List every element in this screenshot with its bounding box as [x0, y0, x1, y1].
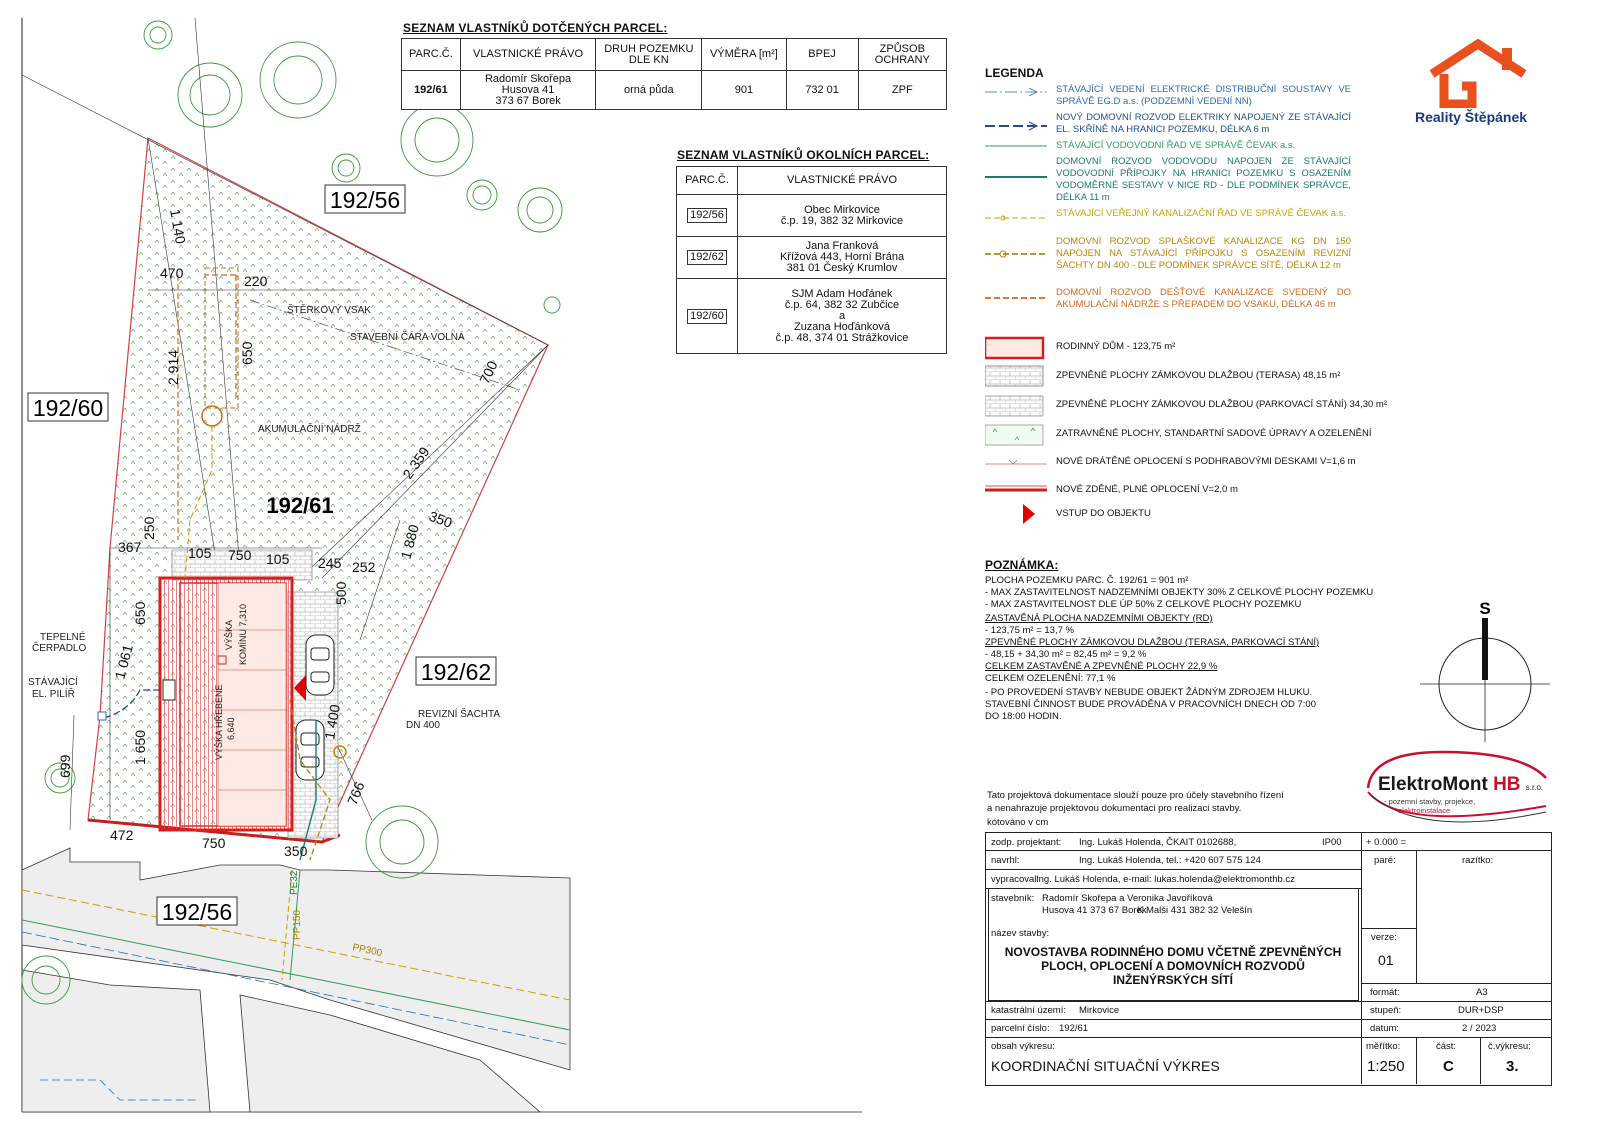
cell-parcel: 192/56	[687, 208, 727, 223]
tb-value: A3	[1476, 987, 1488, 998]
table-row	[402, 71, 947, 110]
ridge-label: VÝŠKA HŘEBENE	[214, 684, 224, 760]
note-line: - MAX ZASTAVITELNOST DLE ÚP 50% Z CELKOVÉ PLOCHY POZEMKU	[985, 599, 1302, 610]
legend-item: STÁVAJÍCÍ VODOVODNÍ ŘAD VE SPRÁVĚ ČEVAK a.s.	[1056, 140, 1296, 151]
dim: 1 650	[132, 729, 148, 765]
tb-value: 01	[1378, 952, 1394, 968]
legend-symbols	[985, 84, 1051, 534]
tb-label: stavebník:	[991, 893, 1035, 904]
legend-item: ZATRAVNĚNÉ PLOCHY, STANDARTNÍ SADOVÉ ÚPRAVY A OZELENĚNÍ	[1056, 428, 1372, 439]
tb-value: C	[1443, 1058, 1454, 1075]
pillar-icon	[98, 712, 106, 720]
col-header: PARC.Č.	[677, 167, 738, 195]
pillar-label-1: STÁVAJÍCÍ	[28, 677, 78, 688]
col-header: PARC.Č.	[402, 39, 461, 71]
company-name: ElektroMont HB s.r.o.	[1378, 774, 1544, 795]
dim: 700	[476, 358, 501, 387]
dim: 350	[426, 507, 455, 531]
manhole-label-1: REVIZNÍ ŠACHTA	[418, 709, 501, 720]
tb-label: katastrální území:	[991, 1005, 1066, 1016]
cell-owner: Obec Mirkovice č.p. 19, 382 32 Mirkovice	[738, 195, 947, 237]
tb-value: 192/61	[1059, 1023, 1089, 1034]
dim: 472	[110, 827, 134, 843]
tb-label: měřítko:	[1366, 1041, 1401, 1052]
dim: 470	[160, 265, 184, 281]
tb-label: č.výkresu:	[1488, 1041, 1531, 1052]
tb-label: stupeň:	[1370, 1005, 1402, 1016]
house-logo-icon	[1422, 38, 1534, 108]
note-line: STAVEBNÍ ČINNOST BUDE PROVÁDĚNA V PRACOVNÍCH DNECH OD 7:00	[985, 699, 1316, 710]
owners-neighbor-title: SEZNAM VLASTNÍKŮ OKOLNÍCH PARCEL:	[677, 148, 930, 162]
note-line: CELKEM ZASTAVĚNÉ A ZPEVNĚNÉ PLOCHY 22,9 %	[985, 661, 1218, 672]
dim: 2 914	[165, 349, 181, 385]
tb-label: název stavby:	[991, 928, 1050, 939]
tb-label: paré:	[1374, 855, 1396, 866]
legend-item: NOVÝ DOMOVNÍ ROZVOD ELEKTRIKY NAPOJENÝ ZE STÁVAJÍCÍ EL. SKŘÍNĚ NA HRANICI POZEMKU, DÉLKA 6 m	[1056, 112, 1351, 135]
tb-value: 2 / 2023	[1462, 1023, 1497, 1034]
parcel-main: 192/61	[266, 493, 334, 518]
pe32-label: PE32	[289, 870, 300, 895]
col-header: BPEJ	[786, 39, 858, 71]
dim: 250	[141, 516, 157, 540]
parcel-east: 192/62	[420, 659, 492, 685]
tb-value: IP00	[1322, 837, 1342, 848]
dim: 350	[284, 843, 308, 859]
ridge-value: 6,640	[226, 717, 236, 740]
tb-value: Ing. Lukáš Holenda, ČKAIT 0102688,	[1079, 837, 1237, 848]
note-line: - 123,75 m² = 13,7 %	[985, 625, 1074, 636]
dim: 1 061	[111, 642, 136, 681]
cell-protection: ZPF	[858, 71, 946, 110]
parcel-north: 192/56	[329, 187, 401, 213]
project-title: NOVOSTAVBA RODINNÉHO DOMU VČETNĚ ZPEVNĚNÝCH PLOCH, OPLOCENÍ A DOMOVNÍCH ROZVODŮ INŽENÝRSKÝCH SÍTÍ	[1004, 945, 1342, 987]
cell-parcel: 192/62	[687, 250, 727, 265]
tb-label: část:	[1436, 1041, 1457, 1052]
disclaimer-line: a nenahrazuje projektovou dokumentaci pro realizaci stavby.	[987, 803, 1242, 814]
dim: 650	[132, 601, 148, 625]
legend-item: VSTUP DO OBJEKTU	[1056, 508, 1151, 519]
tb-value: Mirkovice	[1079, 1005, 1120, 1016]
cell-owner: Radomír Skořepa Husova 41 373 67 Borek	[460, 71, 596, 110]
tb-value: K Malši 431 382 32 Velešín	[1137, 905, 1253, 916]
cell-bpej: 732 01	[786, 71, 858, 110]
drawing-title: KOORDINAČNÍ SITUAČNÍ VÝKRES	[991, 1058, 1220, 1074]
dim: 699	[57, 754, 73, 778]
notes-title: POZNÁMKA:	[985, 558, 1059, 572]
note-line: - MAX ZASTAVITELNOST NADZEMNÍMI OBJEKTY 30% Z CELKOVÉ PLOCHY POZEMKU	[985, 587, 1374, 598]
owners-affected-title: SEZNAM VLASTNÍKŮ DOTČENÝCH PARCEL:	[403, 21, 668, 35]
dim: 1 400	[321, 703, 344, 741]
owners-neighbor-table	[676, 166, 947, 354]
chimney-label: VÝŠKA	[224, 619, 234, 650]
pp300-label: PP300	[351, 942, 384, 960]
brand-name: Reality Štěpánek	[1415, 109, 1528, 125]
tb-label: verze:	[1371, 932, 1397, 943]
tank-label: AKUMULAČNÍ NÁDRŽ	[258, 424, 361, 435]
owners-affected-table	[401, 38, 947, 110]
dim: 750	[228, 547, 252, 563]
dim: 2 359	[399, 443, 433, 482]
tb-value: Ing. Lukáš Holenda, tel.: +420 607 575 124	[1079, 855, 1261, 866]
car-icon	[306, 635, 334, 695]
legend-item: DOMOVNÍ ROZVOD VODOVODU NAPOJEN ZE STÁVAJÍCÍ VODOVODNÍ PŘÍPOJKY NA HRANICI POZEMKU S OSAZENÍM VODOMĚRNÉ SESTAVY V NICE RD - DLE PODMÍNEK SPRÁVCE, DÉLKA 11 m	[1056, 156, 1351, 203]
cell-owner: SJM Adam Hoďánek č.p. 64, 382 32 Zubčice a Zuzana Hoďánková č.p. 48, 374 01 Strážkovice	[738, 279, 947, 354]
dim: 367	[118, 539, 142, 555]
legend-item: NOVÉ DRÁTĚNÉ OPLOCENÍ S PODHRABOVÝMI DESKAMI V=1,6 m	[1056, 456, 1356, 467]
legend-item: STÁVAJÍCÍ VEŘEJNÝ KANALIZAČNÍ ŘAD VE SPRÁVĚ ČEVAK a.s.	[1056, 208, 1347, 219]
legend-item: ZPEVNĚNÉ PLOCHY ZÁMKOVOU DLAŽBOU (TERASA) 48,15 m²	[1056, 370, 1341, 381]
legend-item: DOMOVNÍ ROZVOD DEŠŤOVÉ KANALIZACE SVEDENÝ DO AKUMULAČNÍ NÁDRŽE S PŘEPADEM DO VSAKU, DÉLKA 46 m	[1056, 287, 1351, 310]
tb-value: 1:250	[1367, 1058, 1405, 1075]
north-label: S	[1479, 599, 1491, 618]
tb-label: zodp. projektant:	[991, 837, 1062, 848]
heat-pump-label-1: TEPELNÉ	[40, 632, 86, 643]
legend-item: STÁVAJÍCÍ VEDENÍ ELEKTRICKÉ DISTRIBUČNÍ SOUSTAVY VE SPRÁVĚ EG.D a.s. (PODZEMNÍ VEDENÍ NN)	[1056, 84, 1351, 107]
col-header: VLASTNICKÉ PRÁVO	[460, 39, 596, 71]
tb-label: vypracoval:	[991, 874, 1040, 885]
gravel-label: ŠTĚRKOVÝ VSAK	[287, 305, 371, 316]
heat-pump-icon	[163, 680, 175, 700]
dim: 105	[266, 551, 290, 567]
chimney-value: KOMÍNU 7,310	[238, 603, 248, 665]
table-row	[677, 195, 947, 237]
cell-parcel: 192/61	[402, 71, 461, 110]
dim: 750	[202, 835, 226, 851]
parcel-west: 192/60	[32, 395, 104, 421]
parcel-road: 192/56	[161, 899, 233, 925]
pp150-label: PP150	[292, 909, 303, 940]
col-header: DRUH POZEMKU DLE KN	[596, 39, 702, 71]
table-row	[677, 279, 947, 354]
tb-label: navrhl:	[991, 855, 1020, 866]
tb-value: DUR+DSP	[1458, 1005, 1504, 1016]
pillar-label-2: EL. PILÍŘ	[32, 689, 75, 700]
north-arrow-icon	[1420, 596, 1550, 746]
disclaimer-line: kótováno v cm	[987, 817, 1049, 828]
cell-parcel: 192/60	[687, 309, 727, 324]
dim: 766	[343, 779, 368, 808]
tb-label: datum:	[1370, 1023, 1400, 1034]
company-tagline: - pozemní stavby, projekce,	[1384, 797, 1476, 806]
company-tagline-2: elektroinstalace	[1398, 806, 1451, 815]
dim: 245	[318, 555, 342, 571]
dim: 220	[244, 273, 268, 289]
build-line-label: STAVEBNÍ ČÁRA VOLNÁ	[350, 332, 465, 343]
tb-label: formát:	[1370, 987, 1400, 998]
dim: 650	[239, 341, 255, 365]
dim: 105	[188, 545, 212, 561]
cell-owner: Jana Franková Křížová 443, Horní Brána 381 01 Český Krumlov	[738, 237, 947, 279]
tb-value: + 0.000 =	[1366, 837, 1407, 848]
note-line: DO 18:00 HODIN.	[985, 711, 1062, 722]
table-row	[677, 237, 947, 279]
legend-item: NOVÉ ZDĚNÉ, PLNÉ OPLOCENÍ V=2,0 m	[1056, 484, 1238, 495]
note-line: ZASTAVĚNÁ PLOCHA NADZEMNÍMI OBJEKTY (RD)	[985, 613, 1213, 624]
tb-value: 3.	[1506, 1058, 1519, 1075]
tb-label: obsah výkresu:	[991, 1041, 1055, 1052]
col-header: ZPŮSOB OCHRANY	[858, 39, 946, 71]
disclaimer-line: Tato projektová dokumentace slouží pouze pro účely stavebního řízení	[987, 790, 1284, 801]
dim: 252	[352, 559, 376, 575]
note-line: PLOCHA POZEMKU PARC. Č. 192/61 = 901 m²	[985, 575, 1189, 586]
note-line: ZPEVNĚNÉ PLOCHY ZÁMKOVOU DLAŽBOU (TERASA, PARKOVACÍ STÁNÍ)	[985, 637, 1320, 648]
dim: 500	[333, 581, 349, 605]
manhole-label-2: DN 400	[406, 720, 440, 731]
dim: 1 140	[167, 207, 189, 246]
legend-item: ZPEVNĚNÉ PLOCHY ZÁMKOVOU DLAŽBOU (PARKOVACÍ STÁNÍ) 34,30 m²	[1056, 399, 1387, 410]
cell-area: 901	[702, 71, 786, 110]
tb-value: Ing. Lukáš Holenda, e-mail: lukas.holenda@elektromonthb.cz	[1036, 874, 1295, 885]
note-line: CELKEM OZELENĚNÍ: 77,1 %	[985, 673, 1116, 684]
heat-pump-label-2: ČERPADLO	[32, 643, 87, 654]
cell-type: orná půda	[596, 71, 702, 110]
dim: 1 880	[397, 522, 422, 561]
car-icon	[296, 720, 324, 780]
note-line: - 48,15 + 34,30 m² = 82,45 m² = 9,2 %	[985, 649, 1147, 660]
col-header: VÝMĚRA [m²]	[702, 39, 786, 71]
tb-label: parcelní číslo:	[991, 1023, 1050, 1034]
note-line: - PO PROVEDENÍ STAVBY NEBUDE OBJEKT ŽÁDNÝM ZDROJEM HLUKU.	[985, 687, 1313, 698]
tb-label: razítko:	[1462, 855, 1494, 866]
legend-title: LEGENDA	[985, 66, 1044, 80]
legend-item: DOMOVNÍ ROZVOD SPLAŠKOVÉ KANALIZACE KG DN 150 NAPOJEN NA STÁVAJÍCÍ PŘÍPOJKU S OSAZENÍM REVIZNÍ ŠACHTY DN 400 - DLE PODMÍNEK SPRÁVCE SÍTĚ, DÉLKA 12 m	[1056, 236, 1351, 271]
legend-item: RODINNÝ DŮM - 123,75 m²	[1056, 341, 1176, 352]
tb-value: Husova 41 373 67 Borek	[1042, 905, 1147, 916]
tb-value: Radomír Skořepa a Veronika Javoříková	[1042, 893, 1213, 904]
col-header: VLASTNICKÉ PRÁVO	[738, 167, 947, 195]
